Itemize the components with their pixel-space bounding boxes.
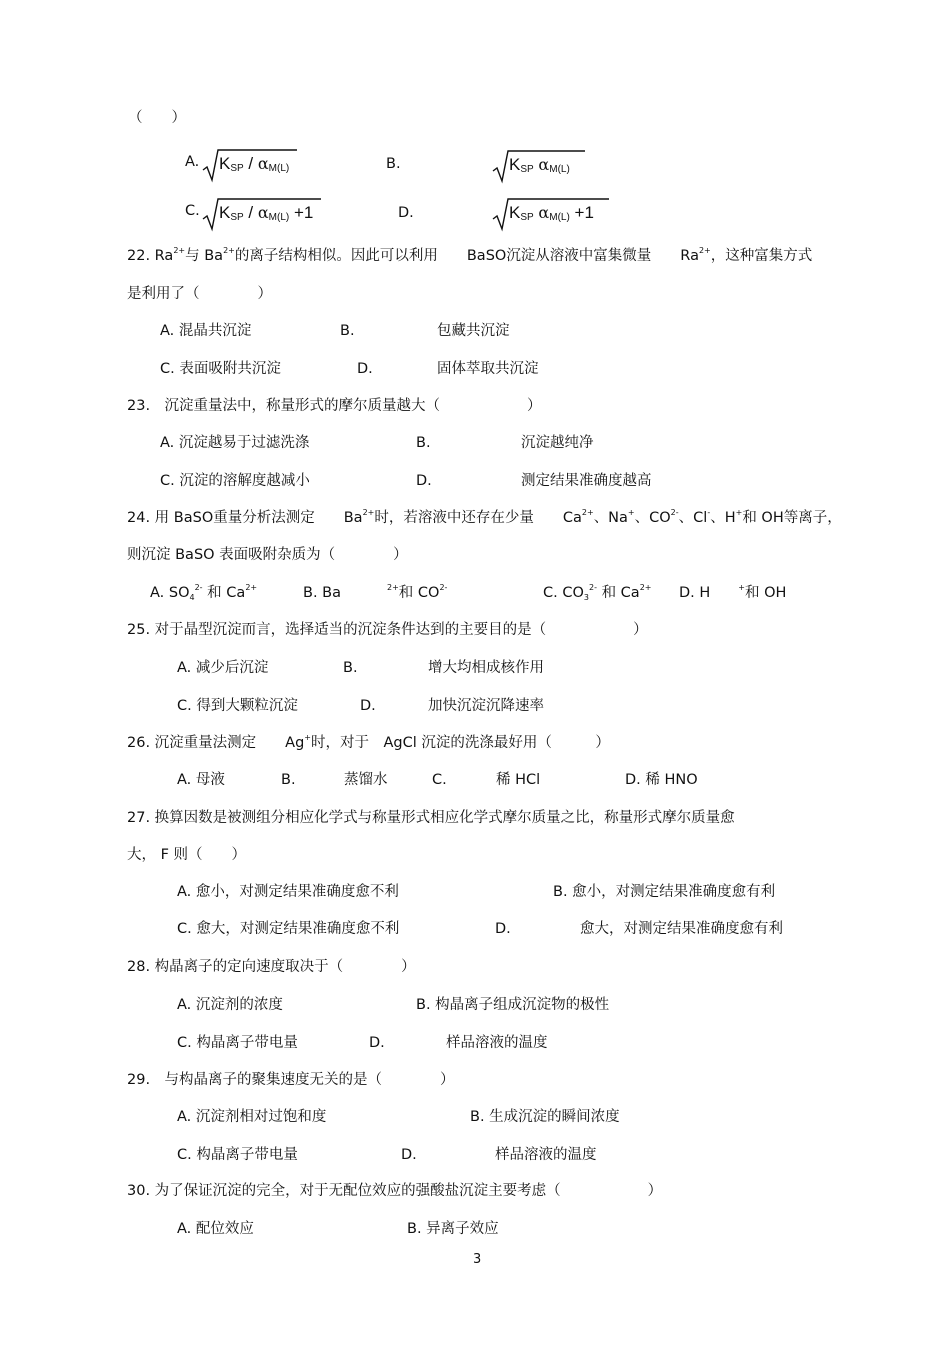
- q29-option-c: C. 构晶离子带电量: [177, 1147, 298, 1163]
- q24-option-b: B. Ba $^{2+}$和 $CO^{2-}$: [303, 583, 448, 601]
- q25-option-d-text: 加快沉淀沉降速率: [428, 698, 544, 714]
- q28-option-b: B. 构晶离子组成沉淀物的极性: [416, 997, 610, 1013]
- q25-option-d-label: D.: [360, 698, 376, 714]
- q29-option-d-text: 样品溶液的温度: [495, 1147, 597, 1163]
- q28-option-c: C. 构晶离子带电量: [177, 1035, 298, 1051]
- q25-stem: 25. 对于晶型沉淀而言，选择适当的沉淀条件达到的主要目的是（ ）: [127, 622, 648, 638]
- q28-option-a: A. 沉淀剂的浓度: [177, 997, 283, 1013]
- q27-option-c: C. 愈大，对测定结果准确度愈不利: [177, 921, 400, 937]
- q27-stem: 27. 换算因数是被测组分相应化学式与称量形式相应化学式摩尔质量之比，称量形式摩尔质量愈: [127, 810, 735, 826]
- q26-option-c-label: C.: [432, 772, 447, 788]
- q27-option-a: A. 愈小，对测定结果准确度愈不利: [177, 884, 399, 900]
- q22-option-b-text: 包藏共沉淀: [437, 323, 510, 339]
- q22-stem: 22. $Ra^{2+}$与 $Ba^{2+}$的离子结构相似。因此可以利用 BaSO沉淀从溶液中富集微量 $Ra^{2+}$，这种富集方式: [127, 246, 813, 264]
- q27-stem-line2: 大， F 则（ ）: [127, 847, 247, 863]
- page-number: 3: [473, 1252, 482, 1267]
- q22-option-d-label: D.: [357, 361, 373, 377]
- q26-option-a: A. 母液: [177, 772, 225, 788]
- q22-stem-line2: 是利用了（ ）: [127, 286, 272, 302]
- q30-stem: 30. 为了保证沉淀的完全，对于无配位效应的强酸盐沉淀主要考虑（ ）: [127, 1183, 663, 1199]
- q24-option-c: C. $CO_3^{2-}$ 和 $Ca^{2+}$: [543, 583, 652, 602]
- q22-option-d-text: 固体萃取共沉淀: [437, 361, 539, 377]
- q22-option-a: A. 混晶共沉淀: [160, 323, 252, 339]
- q28-stem: 28. 构晶离子的定向速度取决于（ ）: [127, 959, 416, 975]
- q23-option-d-label: D.: [416, 473, 432, 489]
- q27-option-d-text: 愈大，对测定结果准确度愈有利: [580, 921, 783, 937]
- q21-option-b-label: B.: [386, 156, 401, 172]
- q26-stem: 26. 沉淀重量法测定 Ag+时，对于 AgCl 沉淀的洗涤最好用（ ）: [127, 733, 610, 751]
- q23-option-c: C. 沉淀的溶解度越减小: [160, 473, 310, 489]
- q23-stem: 23. 沉淀重量法中，称量形式的摩尔质量越大（ ）: [127, 398, 542, 414]
- q21-option-b-formula: $K_{SP}$ $\alpha_{M(L)}$: [493, 151, 585, 181]
- q29-option-d-label: D.: [401, 1147, 417, 1163]
- q26-option-b-label: B.: [281, 772, 296, 788]
- q24-option-a: A. $SO_4^{2-}$ 和 $Ca^{2+}$: [150, 583, 258, 602]
- q23-option-b-label: B.: [416, 435, 431, 451]
- q21-option-c-label: C.: [185, 203, 200, 219]
- q29-option-a: A. 沉淀剂相对过饱和度: [177, 1109, 327, 1125]
- q21-option-a-formula: $K_{SP} / \alpha_{M(L)}$: [203, 150, 297, 180]
- q29-option-b: B. 生成沉淀的瞬间浓度: [470, 1109, 620, 1125]
- q21-option-a-label: A.: [185, 154, 200, 170]
- q30-option-b: B. 异离子效应: [407, 1221, 499, 1237]
- q22-option-b-label: B.: [340, 323, 355, 339]
- q21-option-d-label: D.: [398, 205, 414, 221]
- q24-option-d: D. H +和 OH: [679, 583, 787, 601]
- q21-paren: （ ）: [128, 110, 186, 126]
- q23-option-b-text: 沉淀越纯净: [521, 435, 594, 451]
- q26-option-b-text: 蒸馏水: [344, 772, 388, 788]
- q30-option-a: A. 配位效应: [177, 1221, 254, 1237]
- q21-option-d-formula: $K_{SP}$ $\alpha_{M(L)} +1$: [493, 199, 609, 229]
- q28-option-d-label: D.: [369, 1035, 385, 1051]
- q26-option-d: D. 稀 HNO: [625, 772, 698, 788]
- q29-stem: 29. 与构晶离子的聚集速度无关的是（ ）: [127, 1072, 455, 1088]
- q27-option-d-label: D.: [495, 921, 511, 937]
- q28-option-d-text: 样品溶液的温度: [446, 1035, 548, 1051]
- q22-option-c: C. 表面吸附共沉淀: [160, 361, 281, 377]
- q25-option-b-label: B.: [343, 660, 358, 676]
- q26-option-c-text: 稀 HCl: [496, 772, 541, 788]
- q24-stem-line2: 则沉淀 BaSO 表面吸附杂质为（ ）: [127, 547, 408, 563]
- q25-option-a: A. 减少后沉淀: [177, 660, 269, 676]
- q23-option-d-text: 测定结果准确度越高: [521, 473, 652, 489]
- q27-option-b: B. 愈小，对测定结果准确度愈有利: [553, 884, 776, 900]
- q24-stem: 24. 用 BaSO重量分析法测定 $Ba^{2+}$时，若溶液中还存在少量 $Ca^{2+}$、Na+、$CO^{2-}$、Cl-、H+和 OH等离子，: [127, 508, 842, 526]
- q25-option-c: C. 得到大颗粒沉淀: [177, 698, 298, 714]
- q23-option-a: A. 沉淀越易于过滤洗涤: [160, 435, 310, 451]
- q25-option-b-text: 增大均相成核作用: [428, 660, 544, 676]
- q21-option-c-formula: $K_{SP} / \alpha_{M(L)} +1$: [203, 199, 321, 229]
